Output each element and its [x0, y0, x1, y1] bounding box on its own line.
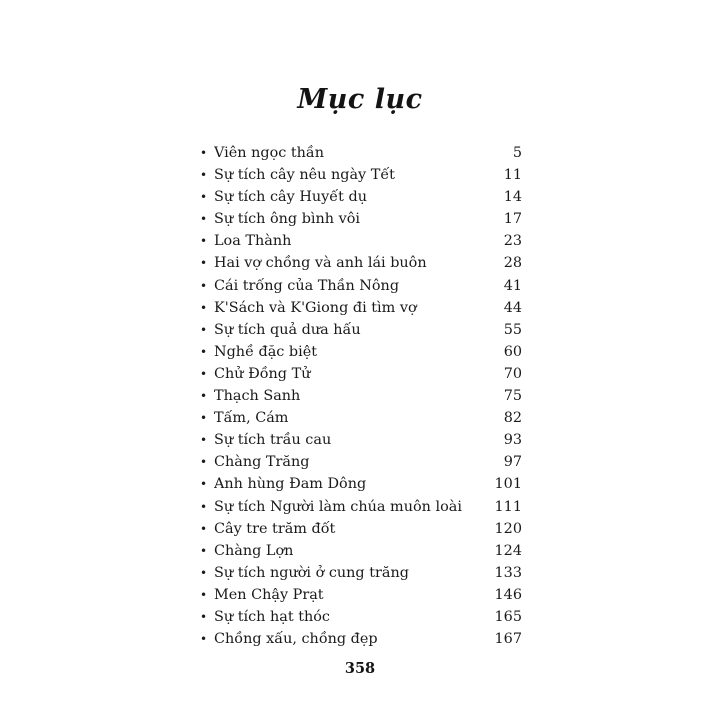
bullet-icon: • — [200, 234, 208, 249]
toc-entry-page: 14 — [503, 189, 522, 206]
bullet-icon: • — [200, 168, 208, 183]
toc-entry-title: Cây tre trăm đốt — [214, 520, 336, 537]
toc-entry-page: 23 — [503, 233, 522, 250]
toc-entry — [200, 319, 522, 341]
bullet-icon: • — [200, 256, 208, 271]
toc-entry — [200, 186, 522, 208]
toc-entry-title: Viên ngọc thần — [214, 145, 325, 161]
toc-entry — [200, 473, 522, 495]
bullet-icon: • — [200, 300, 208, 315]
toc-entry — [200, 297, 522, 319]
bullet-icon: • — [200, 477, 208, 492]
bullet-icon: • — [200, 212, 208, 227]
toc-entry-page: 165 — [494, 608, 522, 625]
toc-entry — [200, 142, 522, 164]
toc-entry-title: Sự tích người ở cung trăng — [214, 564, 409, 581]
bullet-icon: • — [200, 190, 208, 205]
toc-entry-title: Loa Thành — [214, 233, 292, 250]
toc-entry — [200, 429, 522, 451]
toc-entry — [200, 496, 522, 518]
toc-entry-title: Hai vợ chồng và anh lái buôn — [214, 255, 427, 272]
table-of-contents — [200, 142, 522, 650]
toc-entry — [200, 451, 522, 473]
bullet-icon: • — [200, 344, 208, 359]
toc-entry-page: 41 — [503, 277, 522, 294]
toc-entry-title: Sự tích cây Huyết dụ — [214, 189, 367, 206]
bullet-icon: • — [200, 609, 208, 624]
toc-entry-page: 97 — [503, 454, 522, 471]
toc-entry-page: 111 — [494, 498, 522, 515]
toc-entry-page: 11 — [503, 167, 522, 184]
bullet-icon: • — [200, 433, 208, 448]
bullet-icon: • — [200, 565, 208, 580]
toc-entry — [200, 385, 522, 407]
toc-entry — [200, 584, 522, 606]
toc-entry — [200, 252, 522, 274]
toc-entry-title: Sự tích cây nêu ngày Tết — [214, 167, 395, 184]
bullet-icon: • — [200, 366, 208, 381]
toc-entry — [200, 208, 522, 230]
toc-entry-title: Sự tích Người làm chúa muôn loài — [214, 498, 462, 515]
toc-entry — [200, 230, 522, 252]
toc-entry-title: Sự tích hạt thóc — [214, 608, 330, 625]
toc-entry-page: 82 — [503, 410, 522, 427]
toc-entry-title: Tấm, Cám — [214, 410, 289, 427]
toc-entry — [200, 562, 522, 584]
page-title: Mục lục — [297, 84, 423, 115]
toc-entry-title: Chàng Trăng — [214, 454, 310, 471]
toc-entry-page: 17 — [503, 211, 522, 228]
toc-entry-title: Sự tích ông bình vôi — [214, 211, 361, 228]
toc-entry-title: Thạch Sanh — [214, 388, 301, 405]
toc-entry — [200, 540, 522, 562]
toc-entry — [200, 518, 522, 540]
toc-entry — [200, 407, 522, 429]
toc-entry-page: 101 — [494, 476, 522, 493]
bullet-icon: • — [200, 587, 208, 602]
toc-entry-page: 60 — [503, 343, 522, 360]
bullet-icon: • — [200, 632, 208, 647]
toc-entry-page: 28 — [503, 255, 522, 272]
toc-entry-title: Chử Đồng Tử — [214, 365, 311, 382]
toc-entry-page: 120 — [494, 520, 522, 537]
toc-entry-page: 167 — [494, 631, 522, 648]
toc-entry-page: 146 — [494, 586, 522, 603]
page-number: 358 — [344, 660, 376, 677]
toc-entry-page: 75 — [503, 388, 522, 405]
toc-entry — [200, 363, 522, 385]
toc-entry-page: 44 — [503, 299, 522, 316]
bullet-icon: • — [200, 411, 208, 426]
toc-entry-page: 55 — [503, 321, 522, 338]
toc-entry — [200, 275, 522, 297]
bullet-icon: • — [200, 322, 208, 337]
toc-entry — [200, 164, 522, 186]
bullet-icon: • — [200, 278, 208, 293]
toc-entry-page: 70 — [503, 365, 522, 382]
bullet-icon: • — [200, 499, 208, 514]
toc-entry-title: Chàng Lợn — [214, 542, 294, 559]
toc-entry-title: Nghề đặc biệt — [214, 343, 318, 360]
toc-entry-title: Anh hùng Đam Dông — [214, 476, 367, 493]
bullet-icon: • — [200, 521, 208, 536]
bullet-icon: • — [200, 146, 208, 160]
toc-entry — [200, 341, 522, 363]
toc-entry-page: 93 — [503, 432, 522, 449]
bullet-icon: • — [200, 455, 208, 470]
toc-entry-title: Sự tích trầu cau — [214, 432, 332, 449]
toc-entry-title: Chồng xấu, chồng đẹp — [214, 631, 378, 648]
bullet-icon: • — [200, 543, 208, 558]
toc-entry-page: 124 — [494, 542, 522, 559]
bullet-icon: • — [200, 389, 208, 404]
toc-entry-title: Cái trống của Thần Nông — [214, 277, 400, 294]
toc-entry-page: 5 — [512, 145, 522, 161]
toc-entry-title: K'Sách và K'Giong đi tìm vợ — [214, 299, 417, 316]
toc-entry — [200, 606, 522, 628]
toc-entry-title: Sự tích quả dưa hấu — [214, 321, 361, 338]
toc-entry-page: 133 — [494, 564, 522, 581]
toc-entry-title: Men Chậy Prạt — [214, 586, 324, 603]
toc-entry — [200, 628, 522, 650]
